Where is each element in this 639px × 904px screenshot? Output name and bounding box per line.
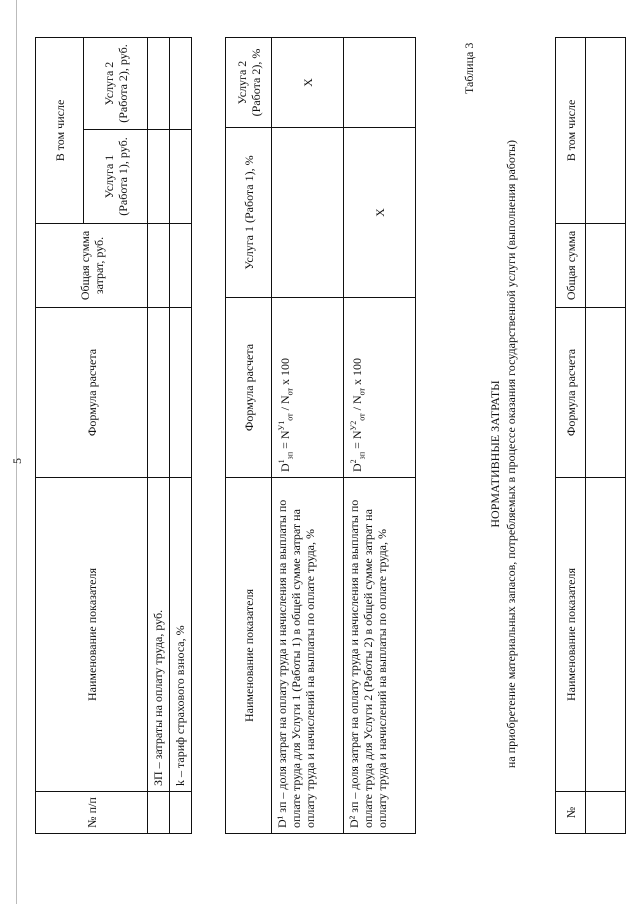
table-row-d1: D¹ зп – доля затрат на оплату труда и начисления на выплаты по оплате труда для Услуги 1 (Работы 1) в общей сумме затрат на оплату труда и начислений на выплаты по оплате труда, % bbox=[272, 478, 344, 834]
header-including: В том числе bbox=[36, 38, 84, 224]
table-row-zp: ЗП – затраты на оплату труда, руб. bbox=[148, 478, 170, 792]
header-formula: Формула расчета bbox=[226, 298, 272, 478]
formula-d2: $D^2_{зп} = N^{У2}_{от} / N_{от}$ x 100 bbox=[344, 298, 416, 478]
header-total: Общая сумма затрат, руб. bbox=[36, 224, 148, 308]
cell-d2-s1: X bbox=[344, 128, 416, 298]
header-service-1: Услуга 1 (Работа 1), % bbox=[226, 128, 272, 298]
table3 bbox=[555, 37, 626, 834]
header-num: № п/п bbox=[36, 792, 148, 834]
page-number: 5 bbox=[10, 458, 24, 464]
table-label: Таблица 3 bbox=[462, 42, 476, 94]
header-service-1: Услуга 1 (Работа 1), руб. bbox=[84, 130, 148, 224]
cell-d2-s2 bbox=[344, 38, 416, 128]
table-shares-percent bbox=[225, 37, 416, 834]
header-service-2: Услуга 2 (Работа 2), руб. bbox=[84, 38, 148, 130]
formula-d1: $D^1_{зп} = N^{У1}_{от} / N_{от}$ x 100 bbox=[272, 298, 344, 478]
header-total: Общая сумма bbox=[556, 224, 586, 308]
header-name: Наименование показателя bbox=[556, 478, 586, 792]
header-name: Наименование показателя bbox=[226, 478, 272, 834]
cell-d1-s2: X bbox=[272, 38, 344, 128]
header-service-2: Услуга 2 (Работа 2), % bbox=[226, 38, 272, 128]
table-costs-rubles bbox=[35, 37, 192, 834]
header-num: № bbox=[556, 792, 586, 834]
header-formula: Формула расчета bbox=[556, 308, 586, 478]
table-row-k: k – тариф страхового взноса, % bbox=[170, 478, 192, 792]
table-row-d2: D² зп – доля затрат на оплату труда и начисления на выплаты по оплате труда для Услуги 2 (Работы 2) в общей сумме затрат на оплату труда и начислений на выплаты по оплате труда, % bbox=[344, 478, 416, 834]
table3-title: НОРМАТИВНЫЕ ЗАТРАТЫ bbox=[488, 380, 502, 528]
cell-d1-s1 bbox=[272, 128, 344, 298]
header-formula: Формула расчета bbox=[36, 308, 148, 478]
header-including: В том числе bbox=[556, 38, 586, 224]
table3-subtitle: на приобретение материальных запасов, потребляемых в процессе оказания государственной услуги (выполнения работы) bbox=[504, 139, 518, 769]
header-name: Наименование показателя bbox=[36, 478, 148, 792]
